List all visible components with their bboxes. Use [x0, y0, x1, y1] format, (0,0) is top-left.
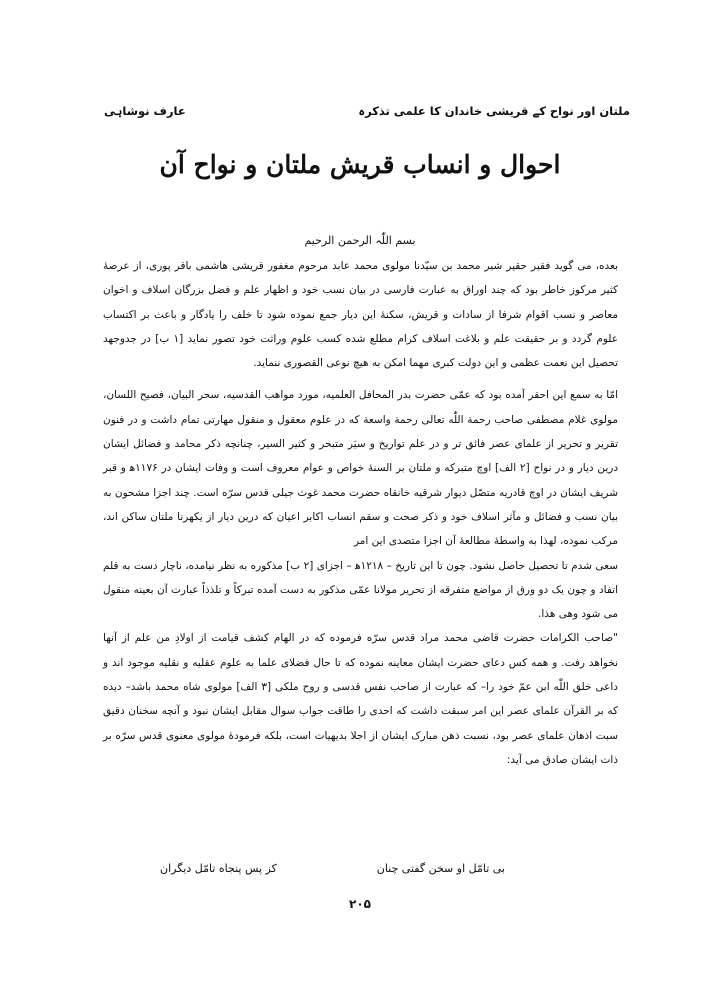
verse-couplet	[160, 862, 505, 875]
basmala: بسم اللّٰہ الرحمن الرحیم	[304, 234, 416, 247]
paragraph: بعده، می گوید فقیر حقیر شیر محمد بن سیّدنا مولوی محمد عابد مرحوم مغفور قریشی هاشمی باقر پوری، از عرصهٔ کثیر مرکوز خاطر بود که چند اوراق به عبارت فارسی در بیان نسب خود و اظهار علم و فضل بزرگان اسلاف و اخوان معاصر و نسب اقوام شرفا از سادات و قریش، سکنهٔ این دیار جمع نموده شود تا خلف را یادگار و باعث بر اکتساب علوم گردد و بر حقیقت علم و بلاغت اسلاف کرام مطلع شده کسب علوم وراثت خود تصور نماید [۱ ب] در جدوجهد تحصیل این نعمت عظمی و این دولت کبری مهما امکن به هیچ نوعی القصوری ننماید.	[103, 260, 618, 370]
page-number: ۲۰۵	[349, 897, 371, 911]
paragraph: "صاحب الکرامات حضرت قاضی محمد مراد قدس سرّه فرموده که در الهام کشف قیامت از اولادِ من علم از آنها نخواهد رفت. و همه کس دعای حضرت ایشان معاینه نموده که تا حال فضلای علما به علوم عقلیه و نقلیه موجود اند و داعی خلق اللّٰه ابن عمّ خود را– که عبارت از صاحب نفس قدسی و روح ملکی [۳ الف] مولوی شاه محمد باشد– دیده که بر القرآن علمای عصر این امر سبقت داشت که احدی را طاقت جواب سوال مقابل ایشان نبود و آنچه سخنان دقیق سبت اذهان علمای عصر بود، نسبت ذهن مبارک ایشان از اجلا بدیهیات است، بلکه فرمودهٔ مولوی معنوی قدس سرّه بر ذات ایشان صادق می آید:	[103, 632, 618, 766]
article-title: احوال و انساب قریش ملتان و نواح آن	[159, 150, 561, 179]
paragraph: سعی شدم تا تحصیل حاصل نشود. چون تا این تاریخ – ۱۲۱۸ﻫ – اجزای [۲ ب] مذکوره به نظر نیامده، ناچار دست به قلم اتفاد و چون یک دو ورق از مواضع متفرقه از تحریر مولانا عمّی مذکور به دست آمده تبرکاً و تلذذاً عبارت آن بعینه منقول می شود وهی هذا.	[103, 559, 618, 621]
paragraph: امّا به سمع این احقر آمده بود که عمّی حضرت بدر المحافل العلمیه، مورد مواهب القدسیه، سحر البیان، فصیح اللسان، مولوی غلام مصطفی صاحب رحمة اللّٰه تعالی رحمة واسعة که در علوم معقول و منقول مهارتی تمام داشت و در فنون تقریر و تحریر از علمای عصر فائق تر و در علم تواریخ و سیَر متبحر و کثیر السیر، چنانچه ذکر محامد و فضائل ایشان درین دیار و در نواح [۲ الف] اوچ متبرکه و ملتان بر السنهٔ خواص و عوام معروف است و وفات ایشان در ۱۱۷۶ﻫ و قبر شریف ایشان در اوچ قادریه متصّل دیوار شرقیه خانقاه حضرت محمد غوث جیلی قدس سرّه است. چند اجزا مشحون به بیان نسب و فضائل و مآثر اسلاف خود و ذکر صحت و سقم انساب اکابر اعیان که درین دیار از یکهرنا ملتان ساکن اند، مرکب نموده، لهذا به واسطهٔ مطالعهٔ آن اجزا متصدی این امر	[103, 389, 618, 548]
verse-hemistich-2: کز پس پنجاه تامّل دیگران	[160, 862, 277, 875]
body-text	[103, 254, 618, 772]
verse-hemistich-1: بی تامّل او سخن گفتی چنان	[376, 862, 505, 875]
author-name: عارف نوشاہی	[104, 104, 186, 118]
running-title: ملتان اور نواح کے قریشی خاندان کا علمی تذکرہ	[358, 104, 630, 118]
